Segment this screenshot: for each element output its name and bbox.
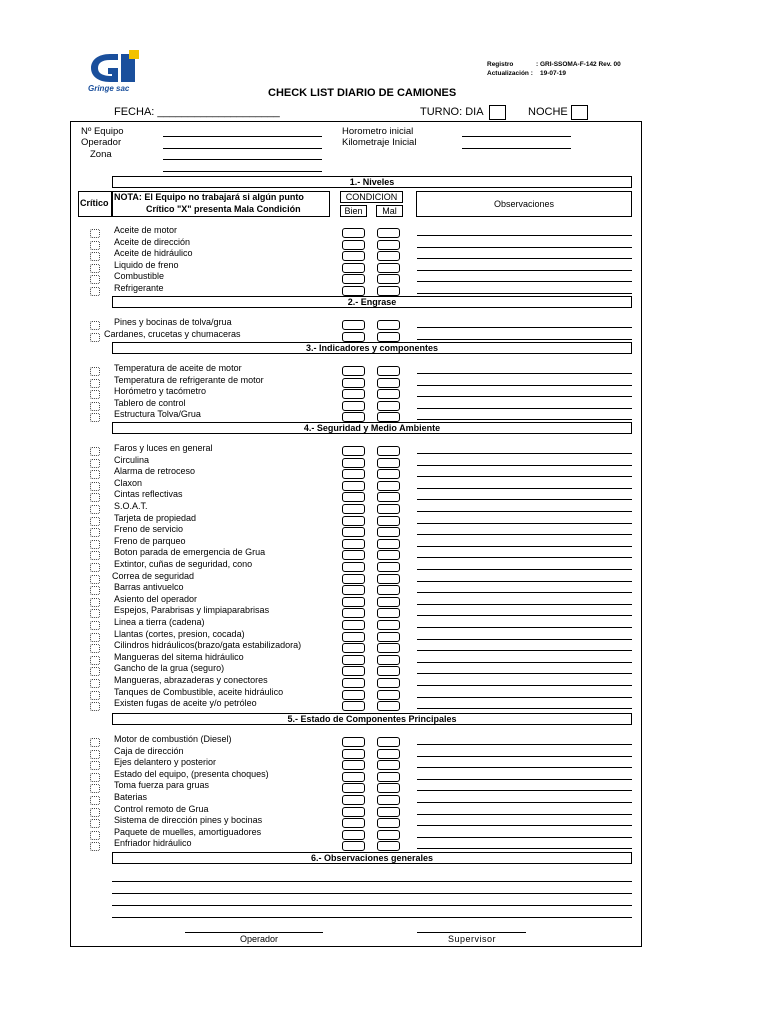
mal-checkbox[interactable] (377, 620, 400, 630)
bien-checkbox[interactable] (342, 585, 365, 595)
mal-checkbox[interactable] (377, 760, 400, 770)
critico-checkbox[interactable] (90, 482, 100, 491)
mal-checkbox[interactable] (377, 401, 400, 411)
mal-checkbox[interactable] (377, 807, 400, 817)
condicion-header: CONDICION (340, 191, 403, 203)
bien-checkbox[interactable] (342, 701, 365, 711)
mal-checkbox[interactable] (377, 795, 400, 805)
checklist-item-label: Aceite de hidráulico (114, 248, 193, 258)
mal-header: Mal (376, 205, 403, 217)
checklist-item-label: Gancho de la grua (seguro) (114, 663, 225, 673)
bien-checkbox[interactable] (342, 516, 365, 526)
critico-checkbox[interactable] (90, 691, 100, 700)
observacion-line[interactable] (417, 802, 632, 803)
bien-checkbox[interactable] (342, 632, 365, 642)
noche-checkbox[interactable] (571, 105, 588, 120)
zona-input[interactable] (163, 159, 322, 160)
bien-checkbox[interactable] (342, 228, 365, 238)
critico-checkbox[interactable] (90, 241, 100, 250)
mal-checkbox[interactable] (377, 274, 400, 284)
observacion-line[interactable] (417, 488, 632, 489)
critico-checkbox[interactable] (90, 598, 100, 607)
observacion-line[interactable] (417, 258, 632, 259)
mal-checkbox[interactable] (377, 539, 400, 549)
bien-checkbox[interactable] (342, 830, 365, 840)
critico-checkbox[interactable] (90, 413, 100, 422)
critico-checkbox[interactable] (90, 287, 100, 296)
bien-checkbox[interactable] (342, 818, 365, 828)
operador-label: Operador (81, 137, 122, 148)
critico-checkbox[interactable] (90, 505, 100, 514)
observacion-line[interactable] (417, 293, 632, 294)
critico-checkbox[interactable] (90, 784, 100, 793)
critico-checkbox[interactable] (90, 842, 100, 851)
actualizacion-label: Actualización : (487, 70, 533, 77)
observacion-line[interactable] (417, 247, 632, 248)
mal-checkbox[interactable] (377, 749, 400, 759)
observacion-line[interactable] (417, 569, 632, 570)
noche-label: NOCHE (528, 106, 568, 118)
mal-checkbox[interactable] (377, 240, 400, 250)
observacion-line[interactable] (417, 419, 632, 420)
observacion-line[interactable] (417, 270, 632, 271)
mal-checkbox[interactable] (377, 446, 400, 456)
page-title: CHECK LIST DIARIO DE CAMIONES (268, 87, 457, 99)
bien-checkbox[interactable] (342, 772, 365, 782)
registro-label: Registro (487, 61, 514, 68)
mal-checkbox[interactable] (377, 527, 400, 537)
kilometraje-input[interactable] (462, 148, 571, 149)
bien-header: Bien (340, 205, 367, 217)
mal-checkbox[interactable] (377, 655, 400, 665)
critico-checkbox[interactable] (90, 667, 100, 676)
checklist-item-label: Boton parada de emergencia de Grua (114, 547, 266, 557)
checklist-item-label: Mangueras, abrazaderas y conectores (114, 675, 268, 685)
checklist-item-label: Faros y luces en general (114, 443, 213, 453)
mal-checkbox[interactable] (377, 830, 400, 840)
observacion-line[interactable] (417, 837, 632, 838)
checklist-item-label: Claxon (114, 478, 143, 488)
observacion-line[interactable] (417, 767, 632, 768)
mal-checkbox[interactable] (377, 737, 400, 747)
critico-checkbox[interactable] (90, 402, 100, 411)
critico-checkbox[interactable] (90, 796, 100, 805)
bien-checkbox[interactable] (342, 678, 365, 688)
bien-checkbox[interactable] (342, 401, 365, 411)
observaciones-header: Observaciones (416, 191, 632, 217)
checklist-item-label: Baterias (114, 792, 148, 802)
mal-checkbox[interactable] (377, 412, 400, 422)
bien-checkbox[interactable] (342, 481, 365, 491)
observacion-line[interactable] (417, 744, 632, 745)
actualizacion-value: 19-07-19 (540, 70, 567, 77)
horometro-label: Horometro inicial (342, 126, 414, 137)
section-indicadores: 3.- Indicadores y componentes (112, 342, 632, 354)
checklist-item-label: Pines y bocinas de tolva/grua (114, 317, 232, 327)
observaciones-line[interactable] (112, 881, 632, 882)
checklist-item-label: Refrigerante (114, 283, 164, 293)
checklist-item-label: Enfriador hidráulico (114, 838, 192, 848)
section-observaciones: 6.- Observaciones generales (112, 852, 632, 864)
checklist-item-label: Control remoto de Grua (114, 804, 209, 814)
observacion-line[interactable] (417, 534, 632, 535)
observacion-line[interactable] (417, 639, 632, 640)
bien-checkbox[interactable] (342, 643, 365, 653)
company-logo (88, 50, 140, 88)
mal-checkbox[interactable] (377, 389, 400, 399)
critico-checkbox[interactable] (90, 808, 100, 817)
mal-checkbox[interactable] (377, 701, 400, 711)
mal-checkbox[interactable] (377, 469, 400, 479)
observaciones-line[interactable] (112, 917, 632, 918)
operador-signature-line[interactable] (185, 932, 323, 933)
observacion-line[interactable] (417, 615, 632, 616)
bien-checkbox[interactable] (342, 608, 365, 618)
observacion-line[interactable] (417, 697, 632, 698)
bien-checkbox[interactable] (342, 389, 365, 399)
bien-checkbox[interactable] (342, 807, 365, 817)
bien-checkbox[interactable] (342, 597, 365, 607)
bien-checkbox[interactable] (342, 366, 365, 376)
horometro-input[interactable] (462, 136, 571, 137)
checklist-item-label: Espejos, Parabrisas y limpiaparabrisas (114, 605, 270, 615)
critico-checkbox[interactable] (90, 459, 100, 468)
observacion-line[interactable] (417, 814, 632, 815)
critico-checkbox[interactable] (90, 517, 100, 526)
critico-checkbox[interactable] (90, 333, 100, 342)
bien-checkbox[interactable] (342, 666, 365, 676)
observacion-line[interactable] (417, 408, 632, 409)
mal-checkbox[interactable] (377, 772, 400, 782)
mal-checkbox[interactable] (377, 504, 400, 514)
checklist-item-label: Mangueras del sitema hidráulico (114, 652, 244, 662)
kilometraje-label: Kilometraje Inicial (342, 137, 417, 148)
critico-checkbox[interactable] (90, 264, 100, 273)
bien-checkbox[interactable] (342, 539, 365, 549)
checklist-item-label: Linea a tierra (cadena) (114, 617, 205, 627)
critico-checkbox[interactable] (90, 761, 100, 770)
zona-label: Zona (90, 149, 112, 160)
checklist-item-label: Temperatura de refrigerante de motor (114, 375, 264, 385)
mal-checkbox[interactable] (377, 585, 400, 595)
bien-checkbox[interactable] (342, 655, 365, 665)
observacion-line[interactable] (417, 627, 632, 628)
mal-checkbox[interactable] (377, 378, 400, 388)
observaciones-line[interactable] (112, 893, 632, 894)
observacion-line[interactable] (417, 685, 632, 686)
critico-checkbox[interactable] (90, 586, 100, 595)
bien-checkbox[interactable] (342, 263, 365, 273)
critico-checkbox[interactable] (90, 819, 100, 828)
observacion-line[interactable] (417, 581, 632, 582)
critico-checkbox[interactable] (90, 773, 100, 782)
critico-checkbox[interactable] (90, 493, 100, 502)
nota-line1: NOTA: El Equipo no trabajará si algún punto (114, 192, 304, 202)
observacion-line[interactable] (417, 779, 632, 780)
critico-checkbox[interactable] (90, 563, 100, 572)
observacion-line[interactable] (417, 848, 632, 849)
checklist-item-label: Existen fugas de aceite y/o petróleo (114, 698, 257, 708)
checklist-item-label: Freno de parqueo (114, 536, 186, 546)
critico-checkbox[interactable] (90, 470, 100, 479)
observacion-line[interactable] (417, 499, 632, 500)
turno-label: TURNO: DIA (420, 106, 484, 118)
checklist-item-label: Freno de servicio (114, 524, 184, 534)
checklist-item-label: Aceite de motor (114, 225, 178, 235)
critico-checkbox[interactable] (90, 379, 100, 388)
critico-checkbox[interactable] (90, 633, 100, 642)
mal-checkbox[interactable] (377, 458, 400, 468)
checklist-item-label: Cintas reflectivas (114, 489, 183, 499)
observacion-line[interactable] (417, 385, 632, 386)
checklist-item-label: Cilindros hidráulicos(brazo/gata estabilizadora) (114, 640, 302, 650)
bien-checkbox[interactable] (342, 251, 365, 261)
bien-checkbox[interactable] (342, 574, 365, 584)
critico-checkbox[interactable] (90, 575, 100, 584)
bien-checkbox[interactable] (342, 749, 365, 759)
checklist-item-label: Barras antivuelco (114, 582, 184, 592)
observacion-line[interactable] (417, 650, 632, 651)
mal-checkbox[interactable] (377, 597, 400, 607)
critico-checkbox[interactable] (90, 447, 100, 456)
mal-checkbox[interactable] (377, 608, 400, 618)
bien-checkbox[interactable] (342, 378, 365, 388)
checklist-item-label: Horómetro y tacómetro (114, 386, 207, 396)
mal-checkbox[interactable] (377, 492, 400, 502)
checklist-item-label: Combustible (114, 271, 165, 281)
bien-checkbox[interactable] (342, 737, 365, 747)
observacion-line[interactable] (417, 662, 632, 663)
extra-input[interactable] (163, 171, 322, 172)
observacion-line[interactable] (417, 673, 632, 674)
observacion-line[interactable] (417, 327, 632, 328)
mal-checkbox[interactable] (377, 690, 400, 700)
operador-input[interactable] (163, 148, 322, 149)
mal-checkbox[interactable] (377, 550, 400, 560)
mal-checkbox[interactable] (377, 228, 400, 238)
observacion-line[interactable] (417, 281, 632, 282)
checklist-item-label: Caja de dirección (114, 746, 184, 756)
checklist-item-label: Tablero de control (114, 398, 186, 408)
mal-checkbox[interactable] (377, 678, 400, 688)
bien-checkbox[interactable] (342, 240, 365, 250)
mal-checkbox[interactable] (377, 562, 400, 572)
critico-checkbox[interactable] (90, 656, 100, 665)
section-engrase: 2.- Engrase (112, 296, 632, 308)
bien-checkbox[interactable] (342, 469, 365, 479)
company-name: Gringe sac (88, 84, 130, 93)
checklist-item-label: Estado del equipo, (presenta choques) (114, 769, 269, 779)
bien-checkbox[interactable] (342, 286, 365, 296)
observacion-line[interactable] (417, 511, 632, 512)
critico-checkbox[interactable] (90, 702, 100, 711)
dia-checkbox[interactable] (489, 105, 506, 120)
bien-checkbox[interactable] (342, 562, 365, 572)
bien-checkbox[interactable] (342, 412, 365, 422)
mal-checkbox[interactable] (377, 783, 400, 793)
observacion-line[interactable] (417, 557, 632, 558)
critico-checkbox[interactable] (90, 390, 100, 399)
mal-checkbox[interactable] (377, 818, 400, 828)
bien-checkbox[interactable] (342, 332, 365, 342)
bien-checkbox[interactable] (342, 550, 365, 560)
registro-value: : GRI-SSOMA-F-142 Rev. 00 (536, 61, 621, 68)
supervisor-signature-label: Supervisor (448, 934, 497, 944)
observacion-line[interactable] (417, 373, 632, 374)
section-estado: 5.- Estado de Componentes Principales (112, 713, 632, 725)
checklist-item-label: Liquido de freno (114, 260, 179, 270)
checklist-item-label: Estructura Tolva/Grua (114, 409, 201, 419)
bien-checkbox[interactable] (342, 492, 365, 502)
mal-checkbox[interactable] (377, 632, 400, 642)
bien-checkbox[interactable] (342, 795, 365, 805)
observacion-line[interactable] (417, 592, 632, 593)
bien-checkbox[interactable] (342, 320, 365, 330)
checklist-item-label: Sistema de dirección pines y bocinas (114, 815, 263, 825)
critico-checkbox[interactable] (90, 679, 100, 688)
mal-checkbox[interactable] (377, 666, 400, 676)
checklist-item-label: Tanques de Combustible, aceite hidráulico (114, 687, 284, 697)
section-seguridad: 4.- Seguridad y Medio Ambiente (112, 422, 632, 434)
fecha-field[interactable]: FECHA: ____________________ (114, 106, 280, 118)
checklist-item-label: Llantas (cortes, presion, cocada) (114, 629, 245, 639)
bien-checkbox[interactable] (342, 690, 365, 700)
critico-checkbox[interactable] (90, 252, 100, 261)
checklist-item-label: Motor de combustión (Diesel) (114, 734, 232, 744)
critico-checkbox[interactable] (90, 750, 100, 759)
nota-line2: Crítico "X" presenta Mala Condición (146, 204, 301, 214)
observacion-line[interactable] (417, 235, 632, 236)
critico-checkbox[interactable] (90, 540, 100, 549)
critico-checkbox[interactable] (90, 644, 100, 653)
mal-checkbox[interactable] (377, 574, 400, 584)
observacion-line[interactable] (417, 339, 632, 340)
mal-checkbox[interactable] (377, 320, 400, 330)
observacion-line[interactable] (417, 523, 632, 524)
bien-checkbox[interactable] (342, 620, 365, 630)
checklist-item-label: Temperatura de aceite de motor (114, 363, 242, 373)
mal-checkbox[interactable] (377, 251, 400, 261)
checklist-item-label: Paquete de muelles, amortiguadores (114, 827, 262, 837)
bien-checkbox[interactable] (342, 783, 365, 793)
mal-checkbox[interactable] (377, 263, 400, 273)
equipo-label: Nº Equipo (81, 126, 124, 137)
observacion-line[interactable] (417, 453, 632, 454)
observacion-line[interactable] (417, 476, 632, 477)
mal-checkbox[interactable] (377, 332, 400, 342)
checklist-item-label: S.O.A.T. (114, 501, 148, 511)
checklist-item-label: Asiento del operador (114, 594, 198, 604)
observaciones-line[interactable] (112, 905, 632, 906)
checklist-item-label: Extintor, cuñas de seguridad, cono (114, 559, 253, 569)
critico-checkbox[interactable] (90, 528, 100, 537)
observacion-line[interactable] (417, 756, 632, 757)
critico-checkbox[interactable] (90, 321, 100, 330)
checklist-item-label: Alarma de retroceso (114, 466, 196, 476)
mal-checkbox[interactable] (377, 481, 400, 491)
critico-checkbox[interactable] (90, 275, 100, 284)
critico-checkbox[interactable] (90, 609, 100, 618)
equipo-input[interactable] (163, 136, 322, 137)
critico-checkbox[interactable] (90, 738, 100, 747)
checklist-item-label: Correa de seguridad (112, 571, 195, 581)
observacion-line[interactable] (417, 790, 632, 791)
critico-checkbox[interactable] (90, 621, 100, 630)
observacion-line[interactable] (417, 708, 632, 709)
mal-checkbox[interactable] (377, 516, 400, 526)
checklist-item-label: Aceite de dirección (114, 237, 191, 247)
mal-checkbox[interactable] (377, 286, 400, 296)
observacion-line[interactable] (417, 465, 632, 466)
critico-checkbox[interactable] (90, 367, 100, 376)
bien-checkbox[interactable] (342, 760, 365, 770)
bien-checkbox[interactable] (342, 458, 365, 468)
bien-checkbox[interactable] (342, 841, 365, 851)
observacion-line[interactable] (417, 604, 632, 605)
bien-checkbox[interactable] (342, 274, 365, 284)
bien-checkbox[interactable] (342, 504, 365, 514)
observacion-line[interactable] (417, 396, 632, 397)
section-niveles: 1.- Niveles (112, 176, 632, 188)
critico-checkbox[interactable] (90, 229, 100, 238)
observacion-line[interactable] (417, 546, 632, 547)
supervisor-signature-line[interactable] (417, 932, 526, 933)
critico-header: Crítico (80, 198, 109, 208)
mal-checkbox[interactable] (377, 841, 400, 851)
mal-checkbox[interactable] (377, 643, 400, 653)
bien-checkbox[interactable] (342, 446, 365, 456)
critico-checkbox[interactable] (90, 551, 100, 560)
bien-checkbox[interactable] (342, 527, 365, 537)
mal-checkbox[interactable] (377, 366, 400, 376)
critico-checkbox[interactable] (90, 831, 100, 840)
checklist-item-label: Cardanes, crucetas y chumaceras (104, 329, 241, 339)
operador-signature-label: Operador (240, 934, 279, 944)
checklist-item-label: Ejes delantero y posterior (114, 757, 217, 767)
checklist-item-label: Circulina (114, 455, 150, 465)
observacion-line[interactable] (417, 825, 632, 826)
checklist-item-label: Toma fuerza para gruas (114, 780, 210, 790)
checklist-item-label: Tarjeta de propiedad (114, 513, 197, 523)
